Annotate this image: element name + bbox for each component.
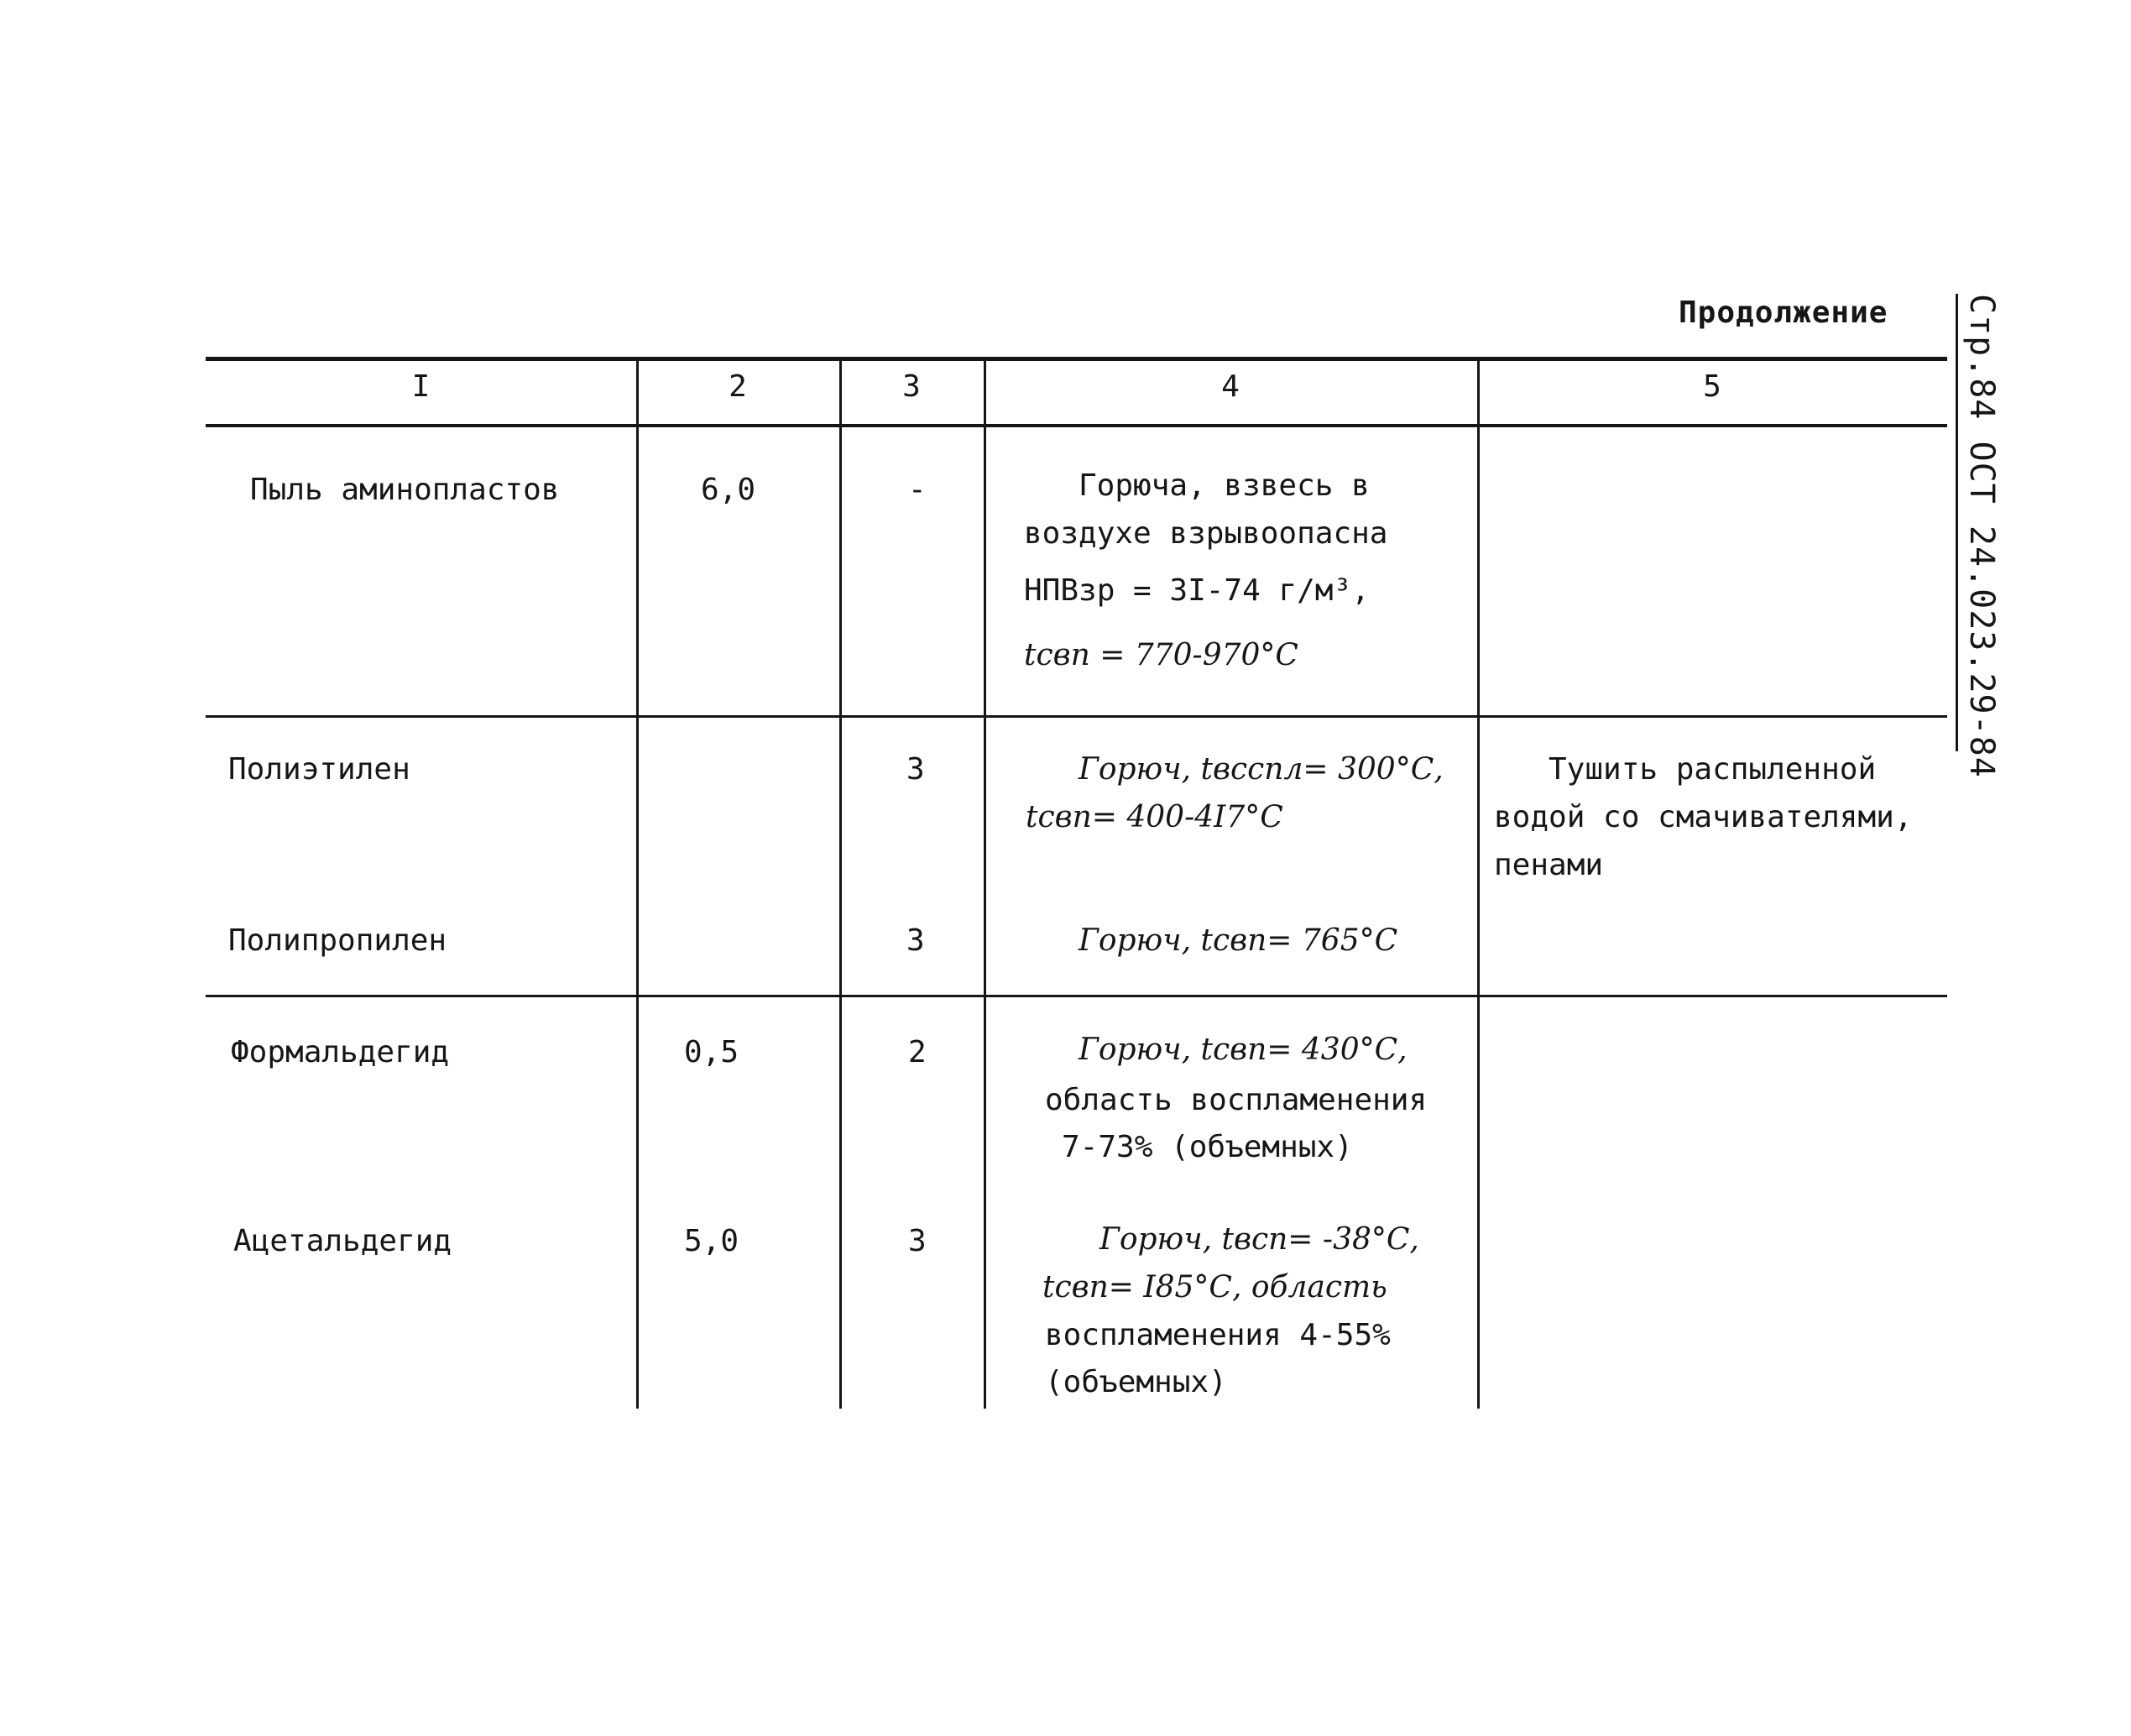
column-header-5: 5 bbox=[1703, 369, 1721, 404]
property-line: воздухе взрывоопасна bbox=[1024, 516, 1388, 551]
col3-value: 3 bbox=[906, 752, 925, 787]
property-line: Горюч, tсвп= 765°С bbox=[1079, 923, 1398, 958]
column-header-2: 2 bbox=[729, 369, 747, 404]
column-divider bbox=[839, 359, 842, 1409]
stamp-rule bbox=[1956, 294, 1958, 751]
col3-value: - bbox=[908, 473, 927, 507]
substance-name: Пыль аминопластов bbox=[250, 473, 560, 507]
property-line: НПВзр = 3I-74 г/м³, bbox=[1024, 573, 1370, 608]
property-line: область воспламенения bbox=[1045, 1083, 1428, 1117]
row-divider bbox=[206, 995, 1947, 997]
property-line: воспламенения 4-55% bbox=[1045, 1318, 1391, 1352]
property-line: Горюча, взвесь в bbox=[1079, 468, 1370, 503]
substance-name: Ацетальдегид bbox=[233, 1224, 452, 1258]
column-divider bbox=[984, 359, 986, 1409]
property-line: tсвп = 770-970°С bbox=[1024, 638, 1298, 672]
recommendation-line: Тушить распыленной bbox=[1549, 752, 1877, 787]
column-header-1: I bbox=[411, 369, 431, 404]
property-line: Горюч, tвсп= -38°С, bbox=[1099, 1222, 1419, 1257]
recommendation-line: водой со смачивателями, bbox=[1494, 800, 1913, 834]
col3-value: 3 bbox=[908, 1224, 927, 1258]
property-line: (объемных) bbox=[1045, 1365, 1227, 1399]
page-reference: Стр.84 ОСТ 24.023.29-84 bbox=[1962, 294, 2001, 778]
row-divider bbox=[206, 715, 1947, 718]
substance-name: Полиэтилен bbox=[228, 752, 410, 787]
column-divider bbox=[636, 359, 639, 1409]
col3-value: 2 bbox=[908, 1035, 927, 1069]
recommendation-line: пенами bbox=[1494, 848, 1604, 882]
column-header-3: 3 bbox=[902, 369, 921, 404]
column-header-4: 4 bbox=[1221, 369, 1240, 404]
property-line: Горюч, tсвп= 430°С, bbox=[1079, 1033, 1408, 1067]
column-divider bbox=[1477, 359, 1480, 1409]
side-stamp bbox=[1956, 294, 2006, 778]
property-line: Горюч, tвсспл= 300°С, bbox=[1079, 752, 1444, 787]
continuation-label: Продолжение bbox=[1679, 295, 1888, 330]
property-line: tсвп= I85°С, область bbox=[1042, 1270, 1387, 1305]
property-line: 7-73% (объемных) bbox=[1062, 1130, 1353, 1164]
col2-value: 6,0 bbox=[701, 473, 756, 507]
col2-value: 0,5 bbox=[684, 1035, 739, 1069]
substance-name: Полипропилен bbox=[228, 923, 447, 958]
col2-value: 5,0 bbox=[684, 1224, 739, 1258]
property-line: tсвп= 400-4I7°С bbox=[1026, 800, 1283, 834]
header-bottom-rule bbox=[206, 424, 1947, 427]
substance-name: Формальдегид bbox=[231, 1035, 450, 1069]
table-top-rule bbox=[206, 357, 1947, 361]
col3-value: 3 bbox=[906, 923, 925, 958]
